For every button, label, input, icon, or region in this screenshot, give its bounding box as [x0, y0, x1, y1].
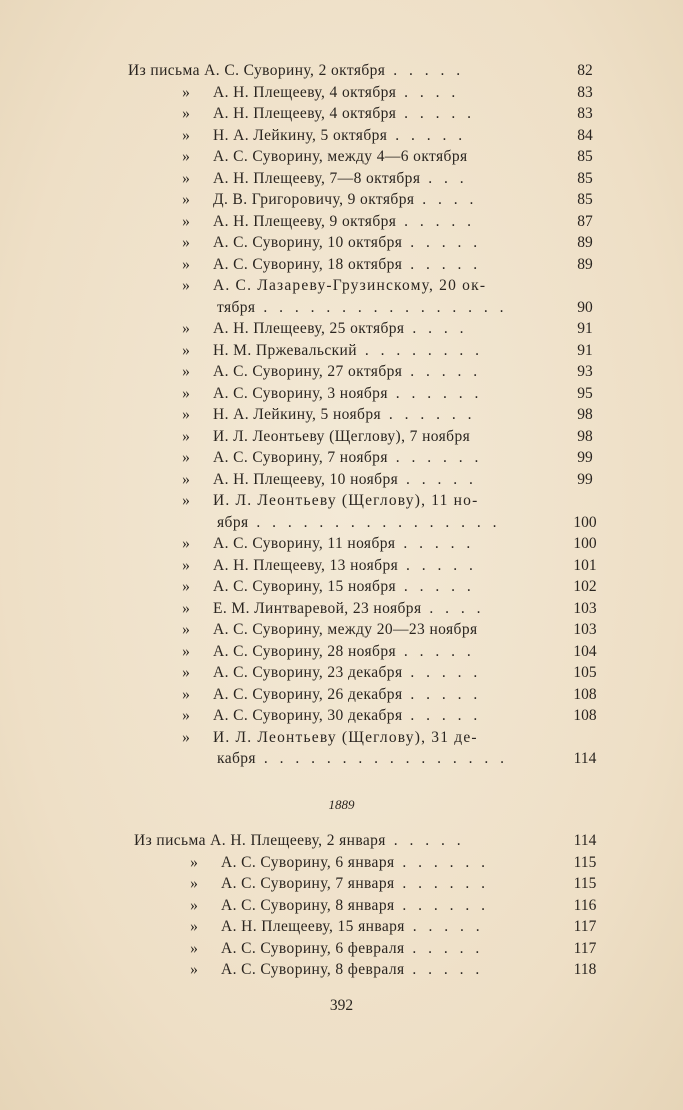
toc-section-1889 — [0, 830, 683, 981]
toc-entry — [0, 211, 683, 233]
toc-entry — [0, 598, 683, 620]
toc-section-1888 — [0, 60, 683, 770]
toc-entry — [0, 533, 683, 555]
dot-leader: . . . . . — [398, 470, 477, 488]
dot-leader: . . . . — [396, 83, 460, 101]
ditto-mark: » — [182, 535, 190, 552]
entry-title — [213, 641, 545, 663]
page-ref: 105 — [573, 664, 597, 681]
ditto-mark: » — [182, 599, 190, 617]
entry-title — [213, 576, 545, 598]
page-ref: 91 — [577, 320, 593, 337]
page-ref: 90 — [577, 298, 593, 316]
toc-entry — [0, 297, 683, 319]
toc-entry — [0, 916, 683, 938]
toc-entry — [0, 404, 683, 426]
entry-text: А. Н. Плещееву, 7—8 октября — [213, 169, 421, 187]
entry-text: А. С. Суворину, между 20—23 ноября — [213, 621, 478, 638]
toc-entry — [0, 830, 683, 852]
ditto-mark: » — [182, 427, 190, 445]
toc-entry — [0, 275, 683, 297]
entry-text: А. С. Суворину, 15 ноября — [213, 578, 397, 595]
entry-text: А. Н. Плещееву, 15 января — [221, 918, 405, 935]
toc-entry — [0, 959, 683, 981]
dot-leader: . . . . . . — [381, 406, 476, 423]
page-ref: 117 — [573, 918, 597, 935]
entry-text: Из письма А. С. Суворину, 2 октября — [128, 62, 386, 79]
toc-entry — [0, 576, 683, 598]
page-ref: 115 — [573, 853, 597, 871]
ditto-mark: » — [182, 341, 190, 359]
dot-leader: . . . . . — [402, 255, 482, 273]
ditto-mark: » — [182, 126, 190, 144]
page-ref: 101 — [573, 556, 597, 574]
dot-leader: . . . . . . . . . . . . . . . . — [248, 513, 501, 531]
entry-title — [213, 426, 545, 448]
entry-title — [213, 361, 545, 383]
ditto-mark: » — [182, 384, 190, 402]
ditto-mark: » — [190, 961, 198, 978]
page-ref: 98 — [577, 427, 593, 445]
ditto-mark: » — [182, 320, 190, 337]
toc-entry — [0, 512, 683, 534]
toc-entry — [0, 426, 683, 448]
dot-leader: . . . . . — [387, 126, 467, 144]
dot-leader: . . . — [420, 169, 468, 187]
toc-entry — [0, 318, 683, 340]
entry-text: А. С. Суворину, 26 декабря — [213, 685, 403, 703]
dot-leader: . . . . . — [404, 939, 484, 957]
toc-entry — [0, 873, 683, 895]
dot-leader: . . . . . — [396, 578, 475, 595]
toc-entry — [0, 146, 683, 168]
dot-leader: . . . . . — [396, 642, 475, 660]
entry-text: А. Н. Плещееву, 10 ноября — [213, 470, 399, 488]
entry-title — [134, 830, 547, 852]
toc-entry — [0, 168, 683, 190]
entry-text: А. С. Суворину, 11 ноября — [213, 535, 396, 552]
dot-leader: . . . . — [414, 191, 478, 208]
page-ref: 100 — [573, 535, 597, 552]
dot-leader: . . . . . — [404, 918, 484, 935]
entry-title — [213, 533, 545, 555]
dot-leader: . . . . . — [402, 363, 482, 380]
toc-entry — [0, 232, 683, 254]
entry-text: А. С. Лазареву-Грузинскому, 20 ок- — [213, 277, 487, 294]
entry-text: А. С. Суворину, 3 ноября — [213, 384, 388, 402]
dot-leader: . . . . . — [395, 535, 475, 552]
entry-text: А. С. Суворину, между 4—6 октября — [213, 148, 468, 165]
ditto-mark: » — [182, 578, 190, 595]
ditto-mark: » — [182, 642, 190, 660]
ditto-mark: » — [182, 621, 190, 638]
entry-text: Н. А. Лейкину, 5 октября — [213, 126, 388, 144]
entry-text: Н. А. Лейкину, 5 ноября — [213, 406, 382, 423]
entry-text: А. С. Суворину, 28 ноября — [213, 642, 397, 660]
ditto-mark: » — [182, 277, 190, 294]
dot-leader: . . . . . — [402, 234, 482, 251]
entry-text: А. С. Суворину, 6 января — [221, 853, 395, 871]
entry-title — [213, 211, 545, 233]
ditto-mark: » — [182, 169, 190, 187]
page-ref: 83 — [577, 105, 593, 122]
entry-title — [213, 275, 545, 297]
ditto-mark: » — [182, 255, 190, 273]
entry-text: А. С. Суворину, 23 декабря — [213, 664, 403, 681]
ditto-mark: » — [182, 105, 190, 122]
dot-leader: . . . . . — [385, 62, 465, 79]
page-ref: 108 — [573, 707, 597, 724]
toc-entry — [0, 254, 683, 276]
dot-leader: . . . . . . — [394, 896, 490, 914]
page-ref: 114 — [573, 832, 597, 849]
entry-text: Е. М. Линтваревой, 23 ноября — [213, 599, 422, 617]
toc-entry — [0, 727, 683, 749]
page-ref: 104 — [573, 642, 597, 660]
ditto-mark: » — [182, 212, 190, 230]
page-ref: 84 — [577, 126, 593, 144]
entry-text: Н. М. Пржевальский — [213, 341, 357, 359]
ditto-mark: » — [182, 363, 190, 380]
entry-title — [213, 684, 545, 706]
ditto-mark: » — [182, 83, 190, 101]
toc-entry — [0, 383, 683, 405]
page-ref: 85 — [577, 191, 593, 208]
entry-text: А. С. Суворину, 7 января — [221, 875, 395, 892]
page-ref: 103 — [573, 599, 597, 617]
entry-title — [221, 916, 547, 938]
entry-text: ября — [217, 513, 249, 531]
entry-title — [217, 512, 549, 534]
dot-leader: . . . . . — [385, 832, 465, 849]
dot-leader: . . . . . . . . . . . . . . . . — [255, 750, 508, 767]
year-heading: 1889 — [328, 797, 355, 812]
page-ref: 82 — [577, 62, 593, 79]
entry-text: А. Н. Плещееву, 13 ноября — [213, 556, 399, 574]
entry-title — [213, 727, 545, 749]
ditto-mark: » — [190, 939, 198, 957]
entry-title — [213, 254, 545, 276]
entry-text: А. С. Суворину, 6 февраля — [221, 939, 405, 957]
entry-title — [221, 959, 547, 981]
entry-text: И. Л. Леонтьеву (Щеглову), 11 но- — [213, 492, 479, 509]
page-ref: 116 — [573, 896, 597, 914]
entry-title — [213, 82, 545, 104]
page-ref: 117 — [573, 939, 597, 957]
dot-leader: . . . . . — [402, 707, 482, 724]
ditto-mark: » — [182, 449, 190, 466]
entry-title — [213, 447, 545, 469]
entry-title — [221, 895, 547, 917]
page-ref: 91 — [577, 341, 593, 359]
dot-leader: . . . . . . — [394, 853, 490, 871]
page-ref: 95 — [577, 384, 593, 402]
entry-title — [213, 318, 545, 340]
entry-text: И. Л. Леонтьеву (Щеглову), 31 де- — [213, 728, 478, 746]
entry-text: А. С. Суворину, 30 декабря — [213, 707, 403, 724]
entry-text: А. С. Суворину, 10 октября — [213, 234, 403, 251]
toc-entry — [0, 748, 683, 770]
entry-title — [213, 383, 545, 405]
entry-text: А. С. Суворину, 8 января — [221, 896, 395, 914]
entry-title — [217, 748, 549, 770]
ditto-mark: » — [182, 664, 190, 681]
entry-text: А. Н. Плещееву, 4 октября — [213, 83, 397, 101]
entry-title — [213, 490, 545, 512]
entry-text: И. Л. Леонтьеву (Щеглову), 7 ноября — [213, 427, 471, 445]
entry-title — [221, 938, 547, 960]
page-ref: 87 — [577, 212, 593, 230]
ditto-mark: » — [182, 470, 190, 488]
ditto-mark: » — [182, 406, 190, 423]
toc-entry — [0, 895, 683, 917]
page-ref: 89 — [577, 234, 593, 251]
toc-entry — [0, 490, 683, 512]
entry-text: А. Н. Плещееву, 9 октября — [213, 212, 397, 230]
entry-text: А. С. Суворину, 7 ноября — [213, 449, 388, 466]
toc-entry — [0, 189, 683, 211]
dot-leader: . . . . . . — [387, 449, 483, 466]
page-ref: 98 — [577, 406, 593, 423]
entry-text: тября — [217, 298, 256, 316]
ditto-mark: » — [182, 191, 190, 208]
page-ref: 99 — [577, 449, 593, 466]
dot-leader: . . . . . . — [387, 384, 483, 402]
ditto-mark: » — [182, 148, 190, 165]
toc-entry — [0, 125, 683, 147]
toc-entry — [0, 555, 683, 577]
toc-entry — [0, 662, 683, 684]
toc-entry — [0, 469, 683, 491]
toc-entry — [0, 361, 683, 383]
entry-title — [213, 555, 545, 577]
entry-title — [213, 705, 545, 727]
page-number: 392 — [329, 997, 354, 1014]
dot-leader: . . . . . . — [394, 875, 490, 892]
page-ref: 102 — [573, 578, 597, 595]
ditto-mark: » — [190, 875, 198, 892]
page-ref: 103 — [573, 621, 597, 638]
page-ref: 93 — [577, 363, 593, 380]
page-ref: 108 — [573, 685, 597, 703]
ditto-mark: » — [182, 728, 190, 746]
toc-entry — [0, 60, 683, 82]
entry-title — [213, 103, 545, 125]
page-ref: 114 — [573, 750, 597, 767]
page-ref: 85 — [577, 148, 593, 165]
entry-text: А. Н. Плещееву, 25 октября — [213, 320, 405, 337]
dot-leader: . . . . . — [396, 105, 476, 122]
page-ref: 100 — [573, 513, 597, 531]
entry-title — [221, 852, 547, 874]
toc-entry — [0, 641, 683, 663]
entry-title — [213, 598, 545, 620]
dot-leader: . . . . . — [404, 961, 484, 978]
toc-entry — [0, 938, 683, 960]
dot-leader: . . . . — [421, 599, 485, 617]
toc-entry — [0, 852, 683, 874]
entry-text: А. Н. Плещееву, 4 октября — [213, 105, 397, 122]
page-ref: 115 — [573, 875, 597, 892]
ditto-mark: » — [190, 896, 198, 914]
entry-text: кабря — [217, 750, 256, 767]
dot-leader: . . . . . — [396, 212, 476, 230]
dot-leader: . . . . . . . . . . . . . . . . — [255, 298, 508, 316]
entry-title — [221, 873, 547, 895]
entry-text: А. С. Суворину, 27 октября — [213, 363, 403, 380]
entry-title — [213, 662, 545, 684]
entry-text: А. С. Суворину, 8 февраля — [221, 961, 405, 978]
toc-entry — [0, 340, 683, 362]
ditto-mark: » — [182, 234, 190, 251]
page-ref: 89 — [577, 255, 593, 273]
toc-entry — [0, 619, 683, 641]
page-ref: 85 — [577, 169, 593, 187]
entry-title — [217, 297, 549, 319]
toc-entry — [0, 82, 683, 104]
entry-text: Из письма А. Н. Плещееву, 2 января — [134, 832, 386, 849]
ditto-mark: » — [190, 918, 198, 935]
ditto-mark: » — [182, 556, 190, 574]
entry-title — [213, 168, 545, 190]
dot-leader: . . . . . . . . — [356, 341, 483, 359]
page-ref: 99 — [577, 470, 593, 488]
entry-title — [213, 232, 545, 254]
entry-title — [213, 340, 545, 362]
toc-entry — [0, 447, 683, 469]
dot-leader: . . . . . — [398, 556, 477, 574]
ditto-mark: » — [182, 492, 190, 509]
toc-entry — [0, 705, 683, 727]
entry-text: А. С. Суворину, 18 октября — [213, 255, 403, 273]
ditto-mark: » — [182, 685, 190, 703]
entry-title — [213, 404, 545, 426]
entry-title — [128, 60, 545, 82]
entry-title — [213, 189, 545, 211]
entry-title — [213, 125, 545, 147]
toc-entry — [0, 103, 683, 125]
ditto-mark: » — [182, 707, 190, 724]
entry-title — [213, 469, 545, 491]
dot-leader: . . . . . — [402, 664, 482, 681]
entry-title — [213, 146, 545, 168]
ditto-mark: » — [190, 853, 198, 871]
entry-title — [213, 619, 545, 641]
toc-entry — [0, 684, 683, 706]
page-ref: 118 — [573, 961, 597, 978]
dot-leader: . . . . — [404, 320, 468, 337]
dot-leader: . . . . . — [402, 685, 482, 703]
entry-text: Д. В. Григоровичу, 9 октября — [213, 191, 415, 208]
page-ref: 83 — [577, 83, 593, 101]
